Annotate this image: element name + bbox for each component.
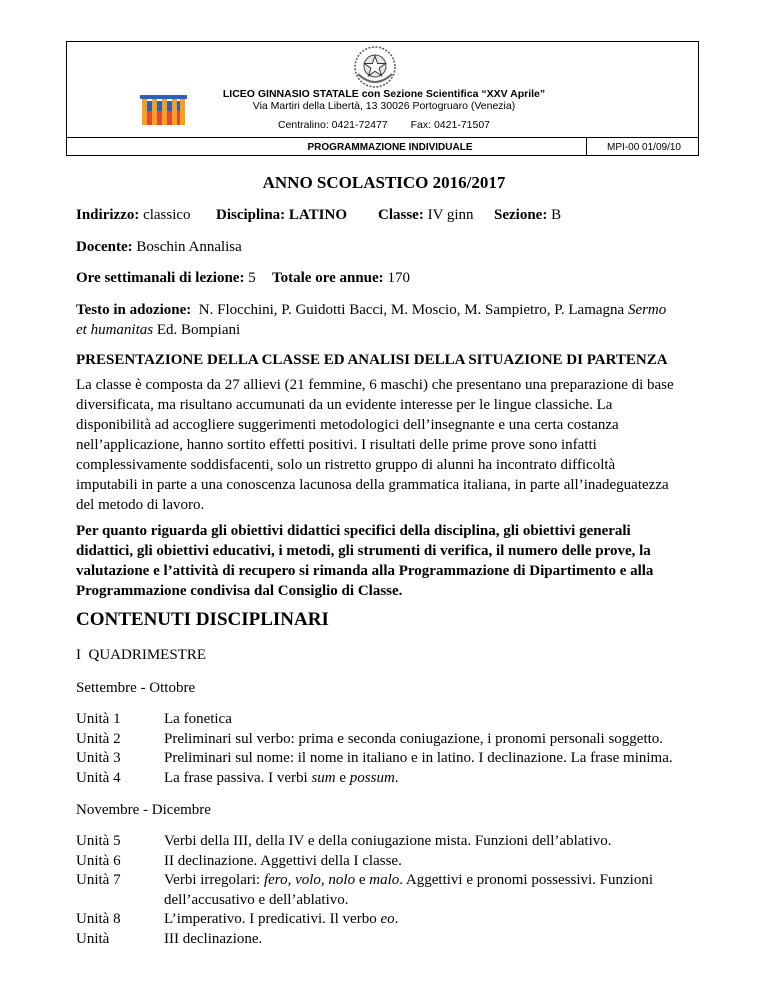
header-cell-divider (586, 137, 587, 156)
ore-label: Ore settimanali di lezione: (76, 270, 245, 286)
unit-content: Preliminari sul nome: il nome in italiano e in latino. I declinazione. La frase minima. (164, 750, 673, 766)
classe-label: Classe: (378, 207, 424, 223)
unit-label: Unità (76, 930, 110, 947)
unit-content: Preliminari sul verbo: prima e seconda coniugazione, i pronomi personali soggetto. (164, 730, 664, 747)
paragraph-line: Programmazione condivisa dal Consiglio di Classe. (76, 583, 403, 599)
testo-authors: N. Flocchini, P. Guidotti Bacci, M. Moscio, M. Sampietro, P. Lamagna (191, 302, 628, 318)
ore-settimanali-field (76, 268, 256, 288)
indirizzo-value: classico (139, 207, 191, 223)
form-code: MPI-00 01/09/10 (607, 142, 681, 153)
unit-text: . (394, 911, 399, 927)
unit-label: Unità 1 (76, 711, 121, 727)
ore-value: 5 (244, 270, 256, 286)
phone-number: Centralino: 0421-72477 (277, 119, 388, 131)
unit-label: Unità 8 (76, 911, 121, 927)
testo-publisher: Ed. Bompiani (153, 322, 241, 338)
unit-italic: malo (369, 872, 400, 888)
sezione-field (494, 205, 561, 225)
unit-text: L’imperativo. I predicativi. Il verbo (164, 911, 381, 927)
unit-italic: eo (380, 911, 395, 927)
totale-label: Totale ore annue: (272, 270, 384, 286)
paragraph-line: imputabili in parte a una conoscenza lacunosa della grammatica italiana, in parte all’inadeguatezza (76, 477, 669, 493)
docente-value: Boschin Annalisa (132, 239, 242, 255)
indirizzo-field (76, 205, 191, 225)
paragraph-line: disponibilità ad accogliere suggerimenti metodologici dell’insegnante e una certa costanza (76, 417, 619, 433)
unit-italic: sum (311, 769, 336, 786)
docente-label: Docente: (76, 239, 133, 255)
unit-label: Unità 5 (76, 833, 121, 849)
unit-text: Verbi irregolari: (164, 872, 264, 888)
classe-field (378, 205, 474, 225)
classe-value: IV ginn (423, 207, 474, 223)
unit-content: III declinazione. (164, 930, 263, 947)
testo-title-part1: Sermo (627, 302, 667, 318)
unit-label: Unità 7 (76, 872, 121, 888)
unit-content (164, 769, 710, 789)
sezione-label: Sezione: (494, 207, 548, 223)
unit-label: Unità 3 (76, 750, 121, 766)
unit-content: La fonetica (164, 711, 232, 727)
totale-value: 170 (383, 270, 410, 286)
paragraph-line: del metodo di lavoro. (76, 497, 205, 513)
unit-text: e (355, 872, 370, 888)
unit-text: e (335, 769, 350, 786)
emblem-icon (352, 44, 398, 90)
fax-number: Fax: 0421-71507 (410, 119, 491, 131)
paragraph-line: diversificata, ma risultano accumunati da un evidente interesse per le lingue classiche. La (76, 397, 613, 413)
paragraph-line: nell’applicazione, hanno sortito effetti positivi. I risultati delle prime prove sono infatti (76, 437, 597, 453)
presentazione-heading: PRESENTAZIONE DELLA CLASSE ED ANALISI DELLA SITUAZIONE DI PARTENZA (76, 352, 668, 368)
testo-title-part2: et humanitas (76, 322, 154, 338)
totale-ore-field (272, 268, 410, 288)
period-label: Novembre - Dicembre (76, 802, 211, 818)
period-label: Settembre - Ottobre (76, 680, 196, 696)
unit-line: dell’accusativo e dell’ablativo. (164, 891, 349, 908)
unit-text: La frase passiva. I verbi (164, 769, 312, 786)
school-name: LICEO GINNASIO STATALE con Sezione Scientifica “XXV Aprile” (222, 88, 546, 100)
unit-text: . Aggettivi e pronomi possessivi. Funzioni (399, 872, 653, 888)
paragraph-line: Per quanto riguarda gli obiettivi didattici specifici della disciplina, gli obiettivi generali (76, 523, 631, 539)
quadrimestre-label: I QUADRIMESTRE (76, 647, 206, 663)
paragraph-line: La classe è composta da 27 allievi (21 femmine, 6 maschi) che presentano una preparazione di base (76, 377, 674, 393)
page-title: ANNO SCOLASTICO 2016/2017 (262, 173, 506, 192)
paragraph-line: complessivamente soddisfacenti, solo un ristretto gruppo di alunni ha incontrato difficoltà (76, 457, 616, 473)
unit-italic: possum (349, 769, 395, 786)
unit-text: . (394, 769, 399, 786)
rimando-paragraph (76, 521, 706, 601)
indirizzo-label: Indirizzo: (76, 207, 140, 223)
school-address: Via Martiri della Libertà, 13 30026 Portogruaro (Venezia) (252, 100, 516, 112)
unit-label: Unità 4 (76, 769, 121, 786)
sezione-value: B (547, 207, 562, 223)
paragraph-line: didattici, gli obiettivi educativi, i metodi, gli strumenti di verifica, il numero delle prove, la (76, 543, 651, 559)
school-contacts (0, 119, 768, 131)
unit-italic: fero, volo, nolo (263, 872, 356, 888)
unit-label: Unità 2 (76, 730, 121, 747)
presentazione-paragraph (76, 375, 706, 515)
document-type: PROGRAMMAZIONE INDIVIDUALE (307, 142, 473, 153)
docente-field (76, 237, 242, 257)
unit-line (164, 871, 710, 891)
unit-content: Verbi della III, della IV e della coniugazione mista. Funzioni dell’ablativo. (164, 833, 612, 849)
disciplina-field: Disciplina: LATINO (216, 207, 347, 223)
contenuti-heading: CONTENUTI DISCIPLINARI (76, 609, 329, 630)
testo-adozione-line1 (76, 300, 666, 320)
testo-adozione-line2 (76, 320, 240, 340)
header-divider (66, 137, 699, 138)
unit-content (164, 871, 710, 910)
unit-content (164, 910, 710, 930)
unit-label: Unità 6 (76, 852, 121, 869)
paragraph-line: valutazione e l’attività di recupero si rimanda alla Programmazione di Dipartimento e alla (76, 563, 654, 579)
unit-content: II declinazione. Aggettivi della I classe. (164, 852, 402, 869)
testo-label: Testo in adozione: (76, 302, 192, 318)
